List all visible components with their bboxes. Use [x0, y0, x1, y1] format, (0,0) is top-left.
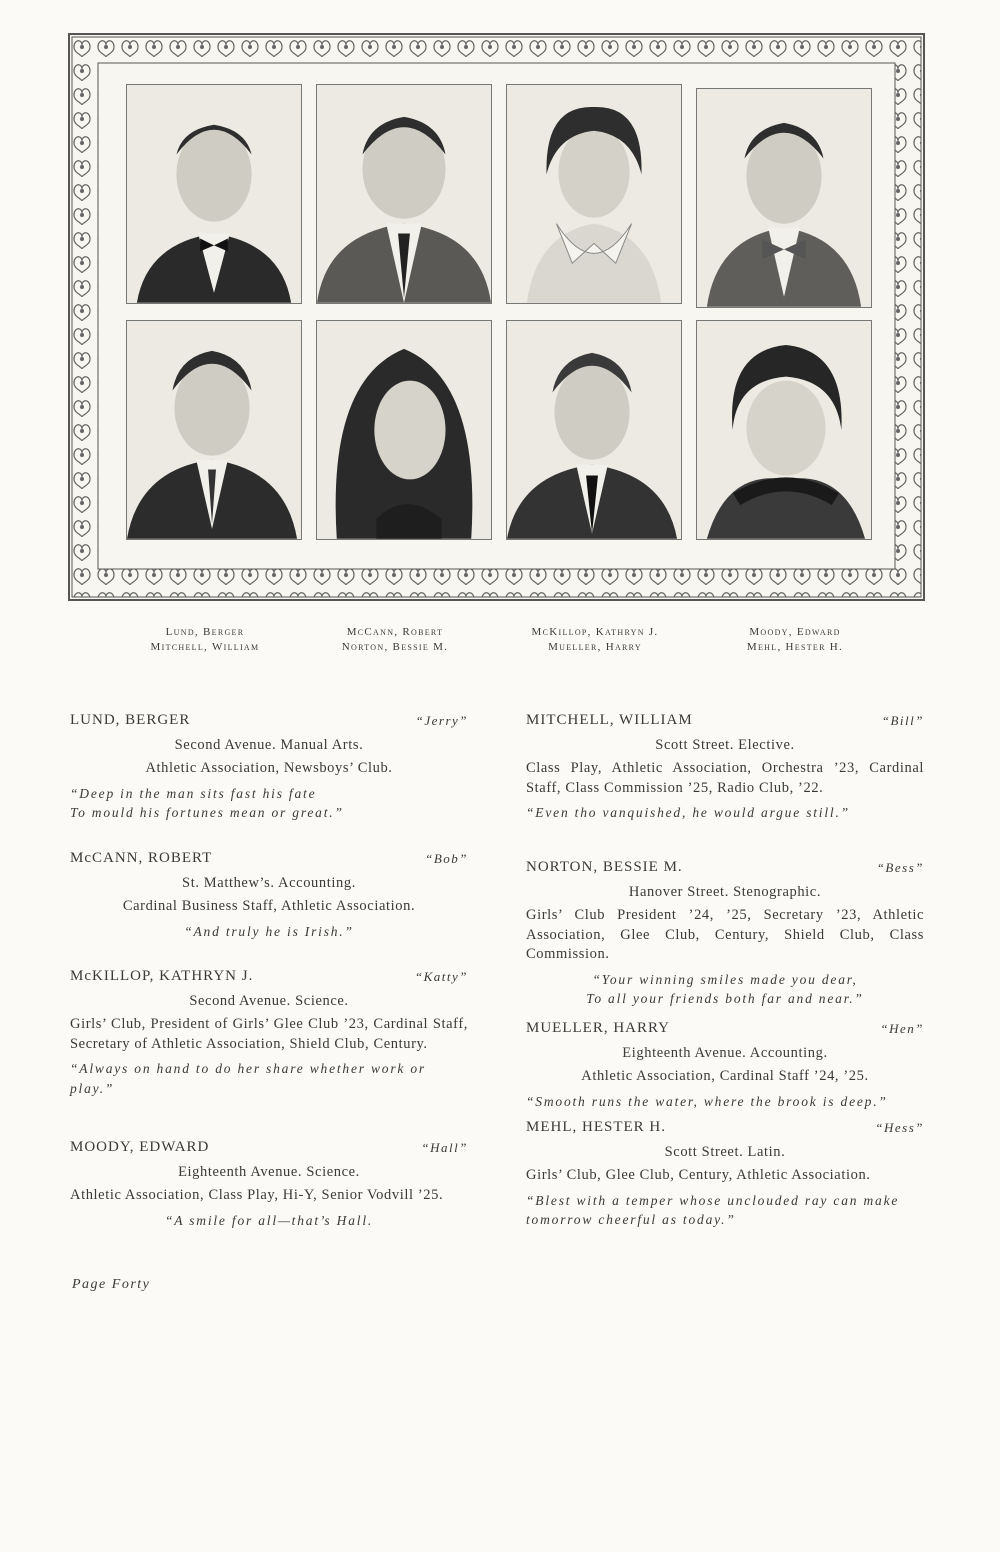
caption-col-2 — [295, 625, 495, 655]
quote-line: “A smile for all—that’s Hall. — [164, 1212, 374, 1228]
entry-address-course: Scott Street. Latin. — [664, 1143, 786, 1160]
entry-name: MUELLER, HARRY — [526, 1020, 671, 1036]
entry-quote — [526, 803, 924, 823]
portrait-mitchell — [126, 320, 302, 540]
entry-activities: Class Play, Athletic Association, Orchestra ’23, Cardinal Staff, Class Commission ’25, Radio Club, ’22. — [526, 760, 924, 796]
entry-nickname: “Hess” — [875, 1120, 924, 1135]
entry-head — [526, 1118, 924, 1138]
entry-address-course: Eighteenth Avenue. Accounting. — [622, 1044, 828, 1061]
entry-nickname: “Bob” — [425, 851, 468, 866]
entry-activities: Girls’ Club President ’24, ’25, Secretary ’23, Athletic Association, Glee Club, Century, Shield Club, Class Commission. — [526, 907, 924, 962]
entry-mccann — [70, 849, 468, 941]
entry-head — [70, 967, 468, 987]
quote-line: To all your friends both far and near.” — [586, 991, 864, 1006]
entry-nickname: “Bess” — [876, 860, 924, 875]
caption-col-1 — [105, 625, 305, 655]
caption-line: Mehl, Hester H. — [746, 641, 844, 653]
portrait-lund — [126, 84, 302, 304]
entry-quote — [526, 1092, 924, 1112]
quote-line: “And truly he is Irish.” — [184, 923, 354, 939]
caption-col-4 — [695, 625, 895, 655]
entry-nickname: “Hen” — [880, 1021, 924, 1036]
quote-line: “Even tho vanquished, he would argue still.” — [526, 805, 850, 820]
caption-line: Moody, Edward — [749, 626, 841, 638]
entry-head — [70, 711, 468, 731]
entry-name: LUND, BERGER — [70, 712, 191, 728]
entry-activities: Athletic Association, Cardinal Staff ’24, ’25. — [581, 1068, 869, 1084]
entry-name: MEHL, HESTER H. — [526, 1119, 666, 1135]
entry-name: MOODY, EDWARD — [70, 1139, 210, 1155]
entry-address-course: Second Avenue. Manual Arts. — [174, 736, 364, 753]
portrait-mccann — [316, 84, 492, 304]
entry-head — [70, 1138, 468, 1158]
caption-line: Mitchell, William — [150, 641, 260, 653]
entry-lund — [70, 711, 468, 823]
entry-quote — [70, 784, 468, 823]
entry-name: McKILLOP, KATHRYN J. — [70, 968, 254, 984]
entry-mckillop — [70, 967, 468, 1098]
entry-name: NORTON, BESSIE M. — [526, 859, 683, 875]
entry-moody — [70, 1138, 468, 1230]
portrait-mueller — [506, 320, 682, 540]
entry-name: MITCHELL, WILLIAM — [526, 712, 693, 728]
entry-nickname: “Bill” — [881, 713, 924, 728]
entry-activities: Athletic Association, Newsboys’ Club. — [145, 760, 393, 776]
caption-line: McCann, Robert — [346, 626, 444, 638]
entry-mueller — [526, 1019, 924, 1111]
quote-line: “Always on hand to do her share whether work or play.” — [70, 1061, 426, 1096]
caption-line: Lund, Berger — [165, 626, 245, 638]
entry-quote — [526, 970, 924, 1009]
portrait-mehl — [696, 320, 872, 540]
quote-line: “Deep in the man sits fast his fate — [70, 785, 317, 801]
entry-norton — [526, 858, 924, 1009]
caption-line: McKillop, Kathryn J. — [531, 626, 659, 638]
entry-address-course: Hanover Street. Stenographic. — [628, 883, 822, 900]
entry-nickname: “Hall” — [421, 1140, 468, 1155]
entry-mehl — [526, 1118, 924, 1230]
entry-head — [526, 711, 924, 731]
quote-line: “Blest with a temper whose unclouded ray can make tomorrow cheerful as today.” — [526, 1192, 900, 1227]
entry-activities: Athletic Association, Class Play, Hi-Y, Senior Vodvill ’25. — [70, 1187, 444, 1203]
entry-quote — [70, 922, 468, 942]
entry-activities: Girls’ Club, Glee Club, Century, Athletic Association. — [526, 1167, 871, 1183]
entry-nickname: “Katty” — [414, 969, 468, 984]
caption-col-3 — [495, 625, 695, 655]
quote-line: To mould his fortunes mean or great.” — [70, 805, 344, 820]
entry-head — [526, 1019, 924, 1039]
portrait-mckillop — [506, 84, 682, 304]
quote-line: “Your winning smiles made you dear, — [592, 971, 858, 987]
entry-nickname: “Jerry” — [415, 713, 468, 728]
entry-address-course: Second Avenue. Science. — [189, 992, 349, 1009]
entry-address-course: St. Matthew’s. Accounting. — [182, 874, 356, 891]
caption-line: Norton, Bessie M. — [341, 641, 449, 653]
entry-activities: Girls’ Club, President of Girls’ Glee Club ’23, Cardinal Staff, Secretary of Athletic Association, Shield Club, Century. — [70, 1016, 468, 1052]
page-number: Page Forty — [72, 1277, 151, 1292]
entry-name: McCANN, ROBERT — [70, 850, 213, 866]
portrait-norton — [316, 320, 492, 540]
entry-head — [526, 858, 924, 878]
entry-address-course: Eighteenth Avenue. Science. — [178, 1163, 360, 1180]
entry-quote — [70, 1211, 468, 1231]
entry-head — [70, 849, 468, 869]
entry-mitchell — [526, 711, 924, 823]
entry-quote — [70, 1059, 468, 1098]
entry-quote — [526, 1191, 924, 1230]
caption-line: Mueller, Harry — [548, 641, 642, 653]
portrait-moody — [696, 88, 872, 308]
quote-line: “Smooth runs the water, where the brook is deep.” — [526, 1093, 888, 1109]
entry-address-course: Scott Street. Elective. — [655, 736, 795, 753]
entry-activities: Cardinal Business Staff, Athletic Association. — [122, 898, 416, 914]
